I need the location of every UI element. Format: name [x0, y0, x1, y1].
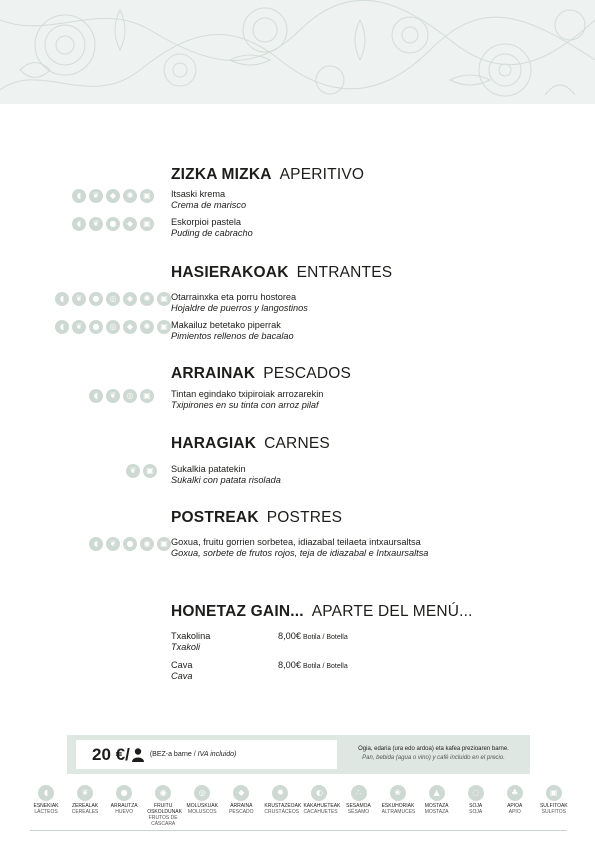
legend-item [264, 785, 302, 827]
legend-item [421, 785, 453, 827]
dish-name-es: Crema de marisco [171, 200, 247, 210]
allergen-icons [89, 389, 154, 403]
drink-name-es: Cava [171, 671, 193, 681]
egg-icon: ● [116, 785, 132, 801]
dish-name-eu: Eskorpioi pastela [171, 217, 241, 227]
menu-price-value: 20 €/ [92, 744, 130, 764]
mollusc-icon: ◎ [106, 320, 120, 334]
legend-label-es: LÁCTEOS [34, 809, 58, 815]
section-title-es: APERITIVO [279, 166, 365, 183]
section-title [171, 264, 392, 282]
drink-name-eu: Txakolina [171, 631, 211, 641]
celery-icon: ♣ [507, 785, 523, 801]
vat-note [150, 751, 237, 758]
allergen-icons [55, 320, 171, 334]
allergen-icons [72, 189, 154, 203]
section-title-eu: HONETAZ GAIN... [171, 603, 304, 620]
legend-label-eu: ARRAINA [230, 803, 253, 809]
allergen-icons [126, 464, 157, 478]
dish-name-es: Hojaldre de puerros y langostinos [171, 303, 308, 313]
sulphite-icon: ▣ [157, 537, 171, 551]
dish-name-es: Goxua, sorbete de frutos rojos, teja de idiazabal e Intxaursaltsa [171, 548, 429, 558]
egg-icon: ● [106, 217, 120, 231]
section-title-es: CARNES [264, 435, 330, 452]
allergen-icons [72, 217, 154, 231]
legend-label-eu: SESAMOA [346, 803, 371, 809]
legend-label-eu: APIOA [507, 803, 523, 809]
egg-icon: ● [89, 292, 103, 306]
egg-icon: ● [123, 537, 137, 551]
legend-item [147, 785, 182, 827]
legend-label-es: CACAHUETES [303, 809, 338, 815]
legend-label-eu: SOJA [469, 803, 483, 809]
section-title [171, 509, 342, 527]
drink-name-eu: Cava [171, 660, 193, 670]
legend-label-eu: KAKAHUETEAK [303, 803, 341, 809]
price-box [67, 735, 530, 774]
legend-item [499, 785, 531, 827]
drink-price-unit: Botila / Botella [303, 634, 348, 641]
section-title-es: PESCADOS [263, 365, 352, 382]
fish-icon: ◆ [123, 217, 137, 231]
legend-label-es: HUEVO [115, 809, 134, 815]
dish-name-eu: Otarrainxka eta porru hostorea [171, 292, 297, 302]
dish-name-eu: Goxua, fruitu gorrien sorbetea, idiazabal teilaeta intxaursaltsa [171, 537, 421, 547]
legend-item [460, 785, 492, 827]
section-title [171, 603, 473, 621]
legend-label-es: FRUTOS DE CÁSCARA [148, 815, 178, 827]
dish-name-es: Puding de cabracho [171, 228, 253, 238]
legend-label-es: APIO [508, 809, 521, 815]
drink-name-es: Txakoli [171, 642, 201, 652]
legend-item [382, 785, 414, 827]
legend-label-es: CEREALES [71, 809, 99, 815]
section-title-eu: HARAGIAK [171, 435, 257, 452]
sulphite-icon: ▣ [140, 389, 154, 403]
lupin-icon: ❀ [390, 785, 406, 801]
section-title-eu: POSTREAK [171, 509, 259, 526]
mollusc-icon: ◎ [194, 785, 210, 801]
legend-label-eu: ESNEKIAK [33, 803, 59, 809]
included-note [343, 740, 524, 769]
legend-label-es: SÉSAMO [347, 809, 370, 815]
legend-item [69, 785, 101, 827]
sulphite-icon: ▣ [140, 217, 154, 231]
crustacean-icon: ✺ [272, 785, 288, 801]
legend-label-eu: KRUSTAZEOAK [264, 803, 302, 809]
dish-name-es: Sukalki con patata risolada [171, 475, 281, 485]
legend-item [343, 785, 375, 827]
mollusc-icon: ◎ [106, 292, 120, 306]
legend-item [303, 785, 341, 827]
legend-item [186, 785, 218, 827]
section-title [171, 365, 351, 383]
legend-label-es: PESCADO [229, 809, 254, 815]
included-note-es: Pan, bebida (agua o vino) y café incluido en el precio. [362, 755, 505, 761]
included-note-eu: Ogia, edaria (ura edo ardoa) eta kafea prezioaren barne. [358, 746, 509, 752]
soy-icon: ◌ [468, 785, 484, 801]
dairy-icon: ◖ [38, 785, 54, 801]
section-title-es: ENTRANTES [296, 264, 393, 281]
dish-name-eu: Sukalkia patatekin [171, 464, 246, 474]
peanut-icon: ◐ [311, 785, 327, 801]
dish-name-eu: Tintan egindako txipiroiak arrozarekin [171, 389, 324, 399]
legend-item [30, 785, 62, 827]
crustacean-icon: ✺ [123, 189, 137, 203]
gluten-icon: ❦ [89, 189, 103, 203]
gluten-icon: ❦ [77, 785, 93, 801]
section-title [171, 435, 330, 453]
section-title-es: POSTRES [266, 509, 343, 526]
nut-icon: ◉ [155, 785, 171, 801]
allergen-icons [89, 537, 171, 551]
vat-note-es: IVA incluido) [197, 751, 237, 758]
crustacean-icon: ✺ [140, 320, 154, 334]
fish-icon: ◆ [106, 189, 120, 203]
drink-price-value: 8,00€ [278, 631, 301, 641]
drink-price-unit: Botila / Botella [303, 663, 348, 670]
dish-name-eu: Makailuz betetako piperrak [171, 320, 281, 330]
sulphite-icon: ▣ [157, 320, 171, 334]
fish-icon: ◆ [123, 292, 137, 306]
sulphite-icon: ▣ [546, 785, 562, 801]
dairy-icon: ◖ [89, 389, 103, 403]
sesame-icon: ∴ [351, 785, 367, 801]
allergen-icons [55, 292, 171, 306]
menu-price [92, 745, 144, 765]
floral-pattern-icon [0, 0, 595, 104]
legend-label-eu: MOSTAZA [424, 803, 449, 809]
sulphite-icon: ▣ [140, 189, 154, 203]
legend-label-es: CRUSTÁCEOS [264, 809, 300, 815]
sulphite-icon: ▣ [143, 464, 157, 478]
vat-note-eu: (BEZ-a barne / [149, 751, 198, 758]
section-title-eu: HASIERAKOAK [171, 264, 289, 281]
legend-label-es: MOSTAZA [424, 809, 449, 815]
legend-item [225, 785, 257, 827]
drink-price-value: 8,00€ [278, 660, 301, 670]
dish-name-es: Txipirones en su tinta con arroz pilaf [171, 400, 319, 410]
nut-icon: ◉ [140, 537, 154, 551]
legend-label-es: SOJA [469, 809, 483, 815]
egg-icon: ● [89, 320, 103, 334]
dairy-icon: ◖ [55, 320, 69, 334]
sulphite-icon: ▣ [157, 292, 171, 306]
legend-label-eu: SULFITOAK [539, 803, 568, 809]
fish-icon: ◆ [123, 320, 137, 334]
legend-item [108, 785, 140, 827]
drink-price [278, 631, 348, 641]
legend-label-eu: ARRAUTZA [110, 803, 138, 809]
legend-label-eu: FRUITU OSKOLDUNAK [147, 803, 182, 815]
crustacean-icon: ✺ [140, 292, 154, 306]
gluten-icon: ❦ [72, 320, 86, 334]
legend-item [538, 785, 570, 827]
gluten-icon: ❦ [126, 464, 140, 478]
bottom-divider [30, 830, 567, 831]
dairy-icon: ◖ [55, 292, 69, 306]
legend-label-eu: ESKUHORIAK [381, 803, 415, 809]
gluten-icon: ❦ [89, 217, 103, 231]
fish-icon: ◆ [233, 785, 249, 801]
section-title-eu: ZIZKA MIZKA [171, 166, 272, 183]
dairy-icon: ◖ [89, 537, 103, 551]
legend-label-es: ALTRAMUCES [381, 809, 416, 815]
dairy-icon: ◖ [72, 217, 86, 231]
allergen-legend [30, 785, 570, 827]
drink-price [278, 660, 348, 670]
section-title-es: APARTE DEL MENÚ... [311, 603, 473, 620]
floral-banner [0, 0, 595, 104]
dish-name-es: Pimientos rellenos de bacalao [171, 331, 294, 341]
section-title [171, 166, 364, 184]
legend-label-es: SULFITOS [541, 809, 566, 815]
gluten-icon: ❦ [72, 292, 86, 306]
dish-name-eu: Itsaski krema [171, 189, 226, 199]
price-panel [76, 740, 337, 769]
legend-label-eu: ZEREALAK [72, 803, 99, 809]
mollusc-icon: ◎ [123, 389, 137, 403]
legend-label-eu: MOLUSKUAK [186, 803, 218, 809]
gluten-icon: ❦ [106, 389, 120, 403]
section-title-eu: ARRAINAK [171, 365, 256, 382]
dairy-icon: ◖ [72, 189, 86, 203]
legend-label-es: MOLUSCOS [187, 809, 217, 815]
gluten-icon: ❦ [106, 537, 120, 551]
mustard-icon: ▲ [429, 785, 445, 801]
person-icon [132, 748, 144, 762]
